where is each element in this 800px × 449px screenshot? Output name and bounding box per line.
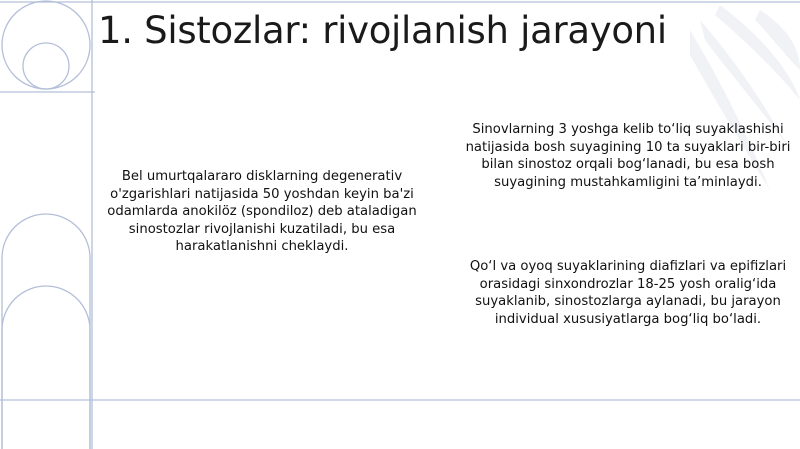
inner-circle: [23, 43, 69, 89]
left-text-paragraph: Bel umurtqalararo disklarning degenerativ o'zgarishlari natijasida 50 yoshdan keyin ba'zi odamlarda anokilöz (spondiloz) deb ataladigan sinostozlar rivojlanishi kuzatiladi, bu esa harakatlanishni cheklaydi.: [107, 169, 417, 254]
right-text-paragraph-bottom: Qo‘l va oyoq suyaklarining diafizlari va epifizlari orasidagi sinxondrozlar 18-25 yosh oralig‘ida suyaklanib, sinostozlarga aylanadi, bu jarayon individual xususiyatlarga bog‘liq bo‘ladi.: [469, 259, 787, 327]
slide-title: 1. Sistozlar: rivojlanish jarayoni: [98, 9, 667, 52]
right-text-paragraph-top: Sinovlarning 3 yoshga kelib to‘liq suyaklashishi natijasida bosh suyagining 10 ta suyaklari bir-biri bilan sinostoz orqali bog‘lanadi, bu esa bosh suyagining mustahkamligini ta’minlaydi.: [465, 122, 791, 190]
outer-circle: [2, 1, 90, 89]
arch-shape-upper: [2, 214, 90, 449]
arch-shape-lower: [2, 286, 90, 449]
